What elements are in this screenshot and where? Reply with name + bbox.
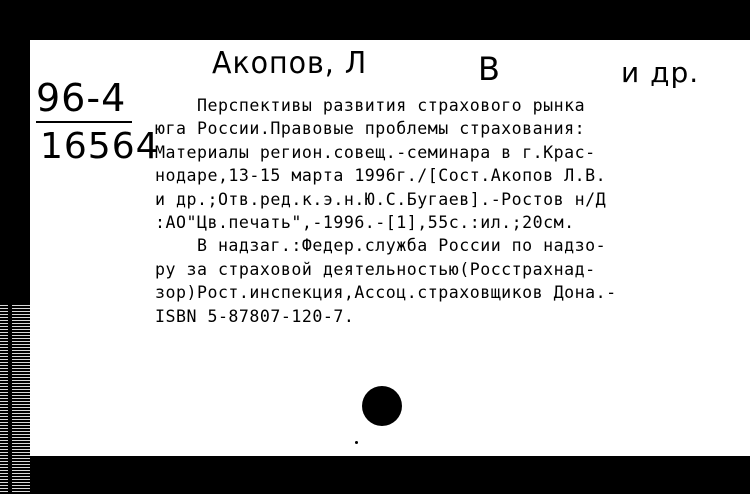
- shelf-mark-divider: [36, 121, 132, 123]
- description-line: :АО"Цв.печать",-1996.-[1],55с.:ил.;20см.: [155, 213, 575, 233]
- scan-speck: [355, 441, 358, 444]
- description-line: В надзаг.:Федер.служба России по надзо-: [155, 236, 607, 256]
- description-line: Материалы регион.совещ.-семинара в г.Крас-: [155, 142, 596, 162]
- handwritten-and-others: и др.: [621, 56, 700, 89]
- punch-hole: [362, 386, 402, 426]
- description-line: зор)Рост.инспекция,Ассоц.страховщиков Дона.-: [155, 283, 617, 303]
- description-line: ру за страховой деятельностью(Росстрахнад-: [155, 259, 596, 279]
- description-line: юга России.Правовые проблемы страхования:: [155, 119, 586, 139]
- handwritten-author: Акопов, Л: [212, 46, 368, 81]
- bibliographic-description: [155, 94, 715, 328]
- shelf-mark-bottom: 16564: [40, 126, 160, 167]
- description-line: и др.;Отв.ред.к.э.н.Ю.С.Бугаев].-Ростов н/Д: [155, 189, 607, 209]
- scan-border-bottom: [0, 456, 750, 494]
- scan-edge-strip: [0, 305, 30, 494]
- description-line: нодаре,13-15 марта 1996г./[Сост.Акопов Л.В.: [155, 166, 607, 186]
- description-line: ISBN 5-87807-120-7.: [155, 306, 355, 326]
- description-line: Перспективы развития страхового рынка: [155, 96, 586, 115]
- shelf-mark-top: 96-4: [36, 76, 127, 120]
- handwritten-letter: В: [478, 50, 501, 88]
